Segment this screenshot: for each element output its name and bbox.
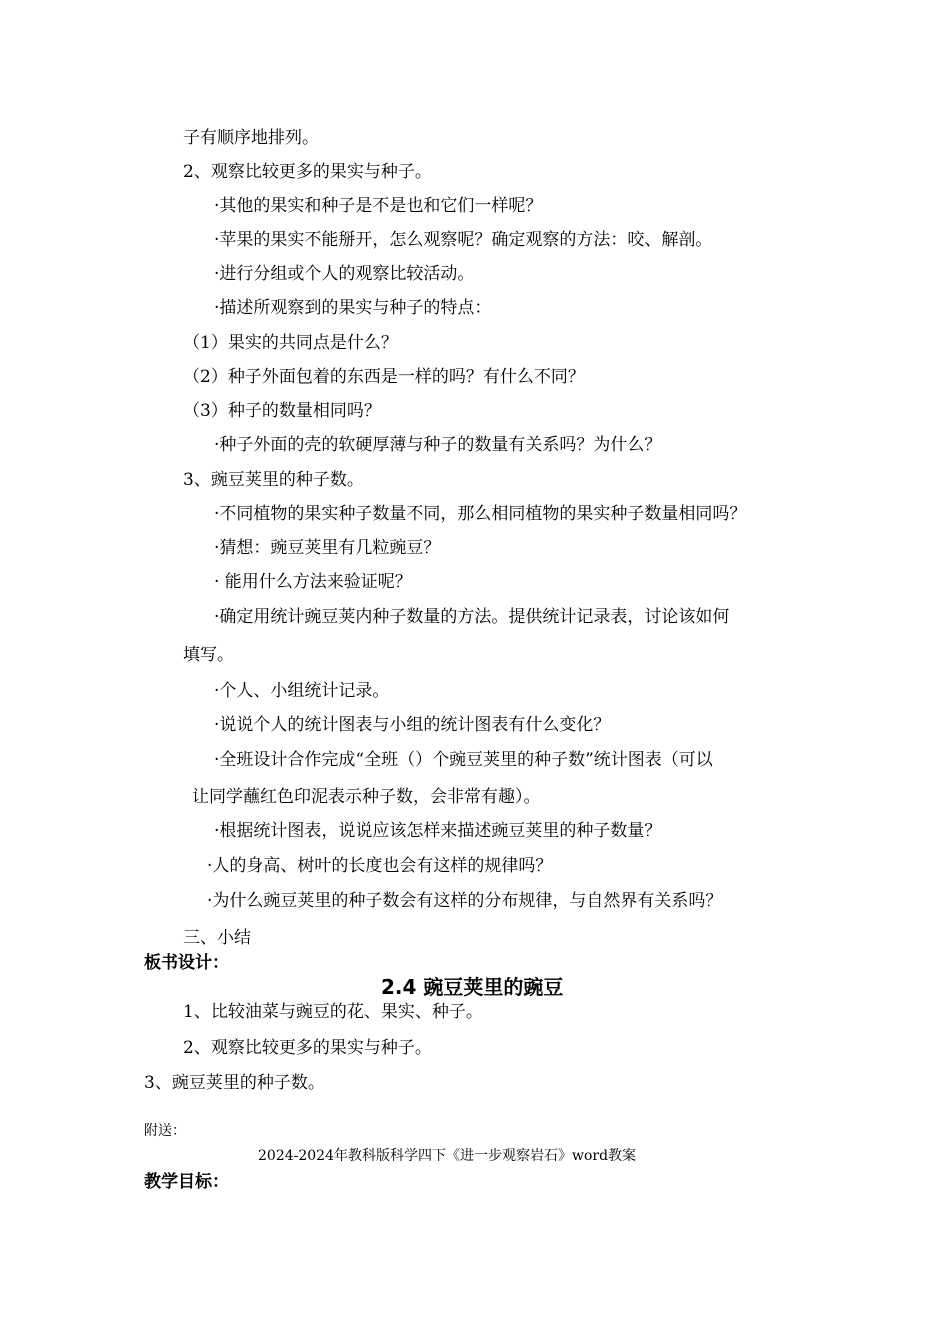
text-line: ·其他的果实和种子是不是也和它们一样呢？	[214, 196, 543, 216]
appendix-label: 附送：	[144, 1123, 186, 1139]
text-line: ·种子外面的壳的软硬厚薄与种子的数量有关系吗？为什么？	[214, 435, 662, 455]
text-line: ·确定用统计豌豆荚内种子数量的方法。提供统计记录表，讨论该如何	[214, 607, 730, 627]
text-line: · 能用什么方法来验证呢？	[214, 572, 412, 592]
board-item: 2、观察比较更多的果实与种子。	[183, 1038, 432, 1058]
board-item: 3、豌豆荚里的种子数。	[144, 1073, 325, 1093]
text-line: 3、豌豆荚里的种子数。	[183, 470, 364, 490]
text-line: ·全班设计合作完成“全班（）个豌豆荚里的种子数”统计图表（可以	[214, 750, 713, 770]
text-line: ·描述所观察到的果实与种子的特点：	[214, 298, 492, 318]
appendix-title: 2024-2024年教科版科学四下《进一步观察岩石》word教案	[258, 1148, 637, 1164]
text-line: ·说说个人的统计图表与小组的统计图表有什么变化？	[214, 715, 611, 735]
text-line: （2）种子外面包着的东西是一样的吗？有什么不同？	[183, 367, 585, 387]
section-summary: 三、小结	[183, 928, 251, 948]
text-line: （1）果实的共同点是什么？	[183, 333, 398, 353]
text-line: 子有顺序地排列。	[183, 128, 319, 148]
board-item: 1、比较油菜与豌豆的花、果实、种子。	[183, 1002, 483, 1022]
text-line: ·苹果的果实不能掰开，怎么观察呢？确定观察的方法：咬、解剖。	[214, 230, 713, 250]
text-line: ·根据统计图表，说说应该怎样来描述豌豆荚里的种子数量？	[214, 821, 662, 841]
text-line: ·个人、小组统计记录。	[214, 681, 390, 701]
text-line: 让同学蘸红色印泥表示种子数，会非常有趣）。	[192, 787, 541, 807]
board-design-heading: 板书设计：	[144, 953, 229, 973]
board-title: 2.4 豌豆荚里的豌豆	[381, 975, 564, 999]
text-line: 填写。	[183, 645, 234, 665]
text-line: 2、观察比较更多的果实与种子。	[183, 162, 432, 182]
text-line: ·进行分组或个人的观察比较活动。	[214, 264, 475, 284]
teaching-goals-heading: 教学目标：	[144, 1172, 229, 1192]
text-line: ·为什么豌豆荚里的种子数会有这样的分布规律，与自然界有关系吗？	[207, 891, 723, 911]
text-line: （3）种子的数量相同吗？	[183, 401, 381, 421]
text-line: ·人的身高、树叶的长度也会有这样的规律吗？	[207, 856, 553, 876]
text-line: ·不同植物的果实种子数量不同，那么相同植物的果实种子数量相同吗？	[214, 504, 747, 524]
text-line: ·猜想：豌豆荚里有几粒豌豆？	[214, 538, 441, 558]
